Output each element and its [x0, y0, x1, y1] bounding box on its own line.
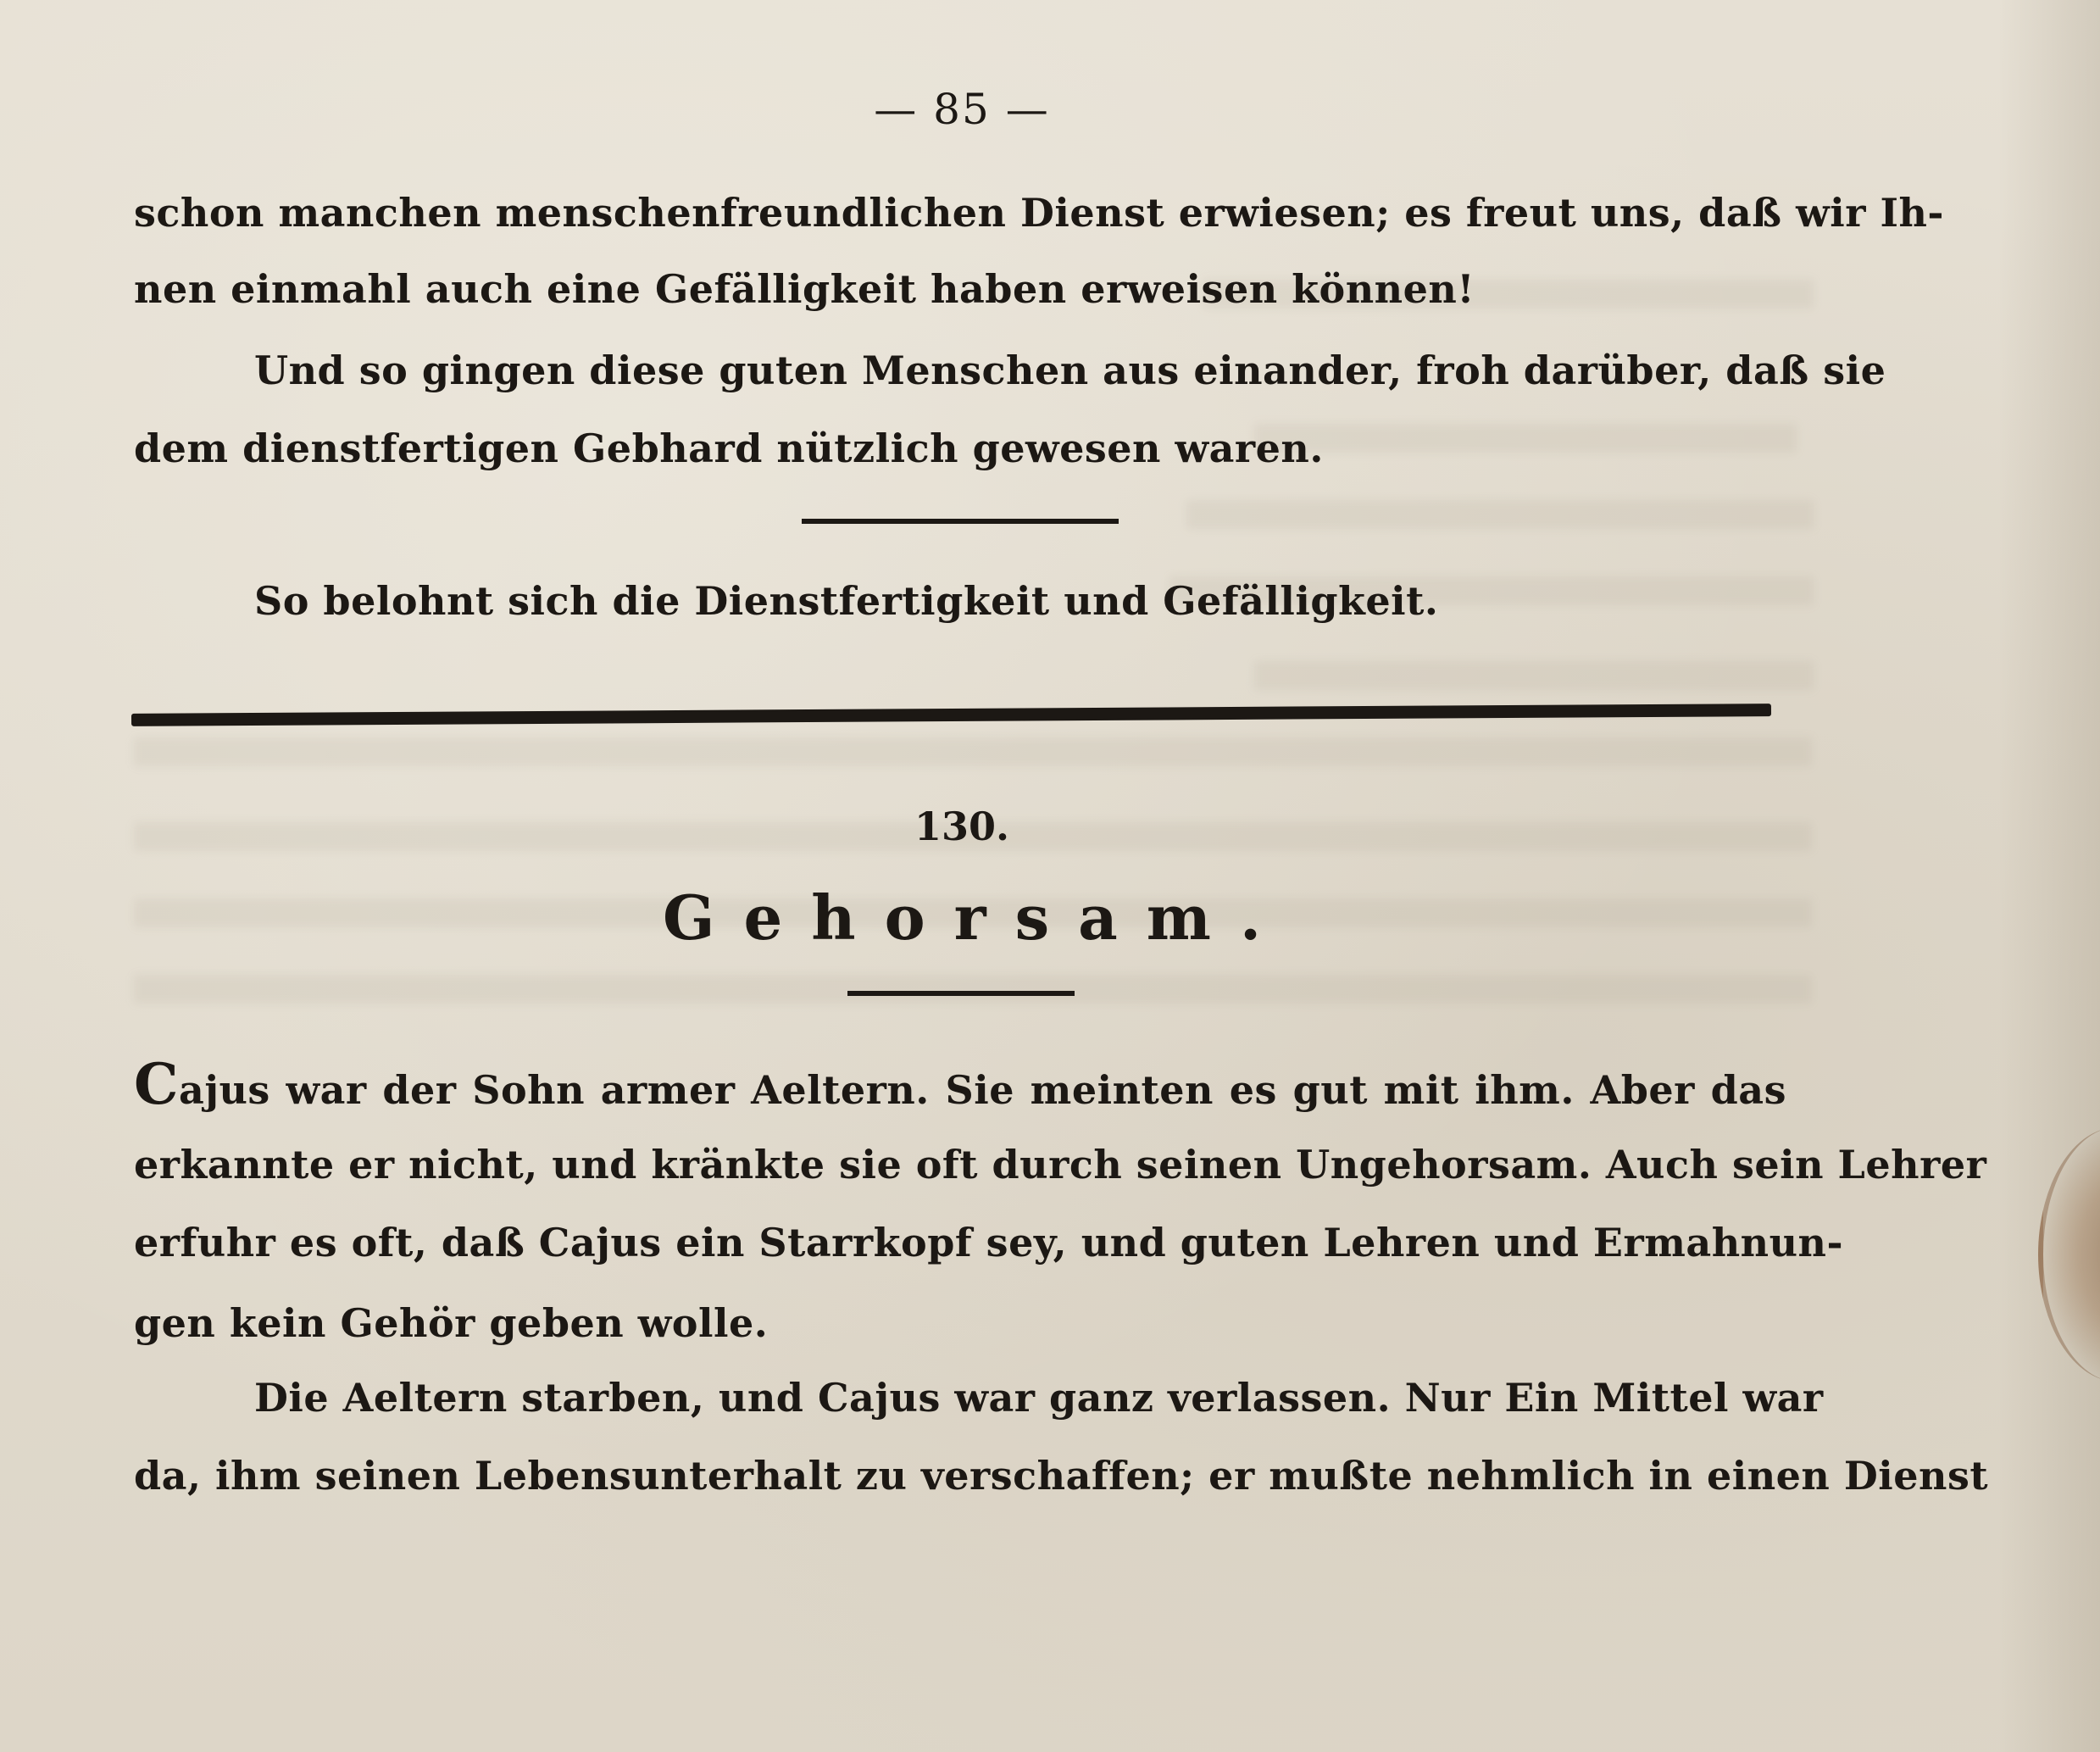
title-underline — [847, 991, 1075, 996]
drop-cap: C — [134, 1051, 180, 1117]
text-line: erfuhr es oft, daß Cajus ein Starrkopf sey, und guten Lehren und Ermahnun- — [134, 1220, 1844, 1265]
section-number: 130. — [914, 804, 1010, 849]
page-edge-shadow — [1998, 0, 2100, 1752]
first-line-text: ajus war der Sohn armer Aeltern. Sie meinten es gut mit ihm. Aber das — [179, 1067, 1786, 1113]
text-line: schon manchen menschenfreundlichen Dienst erwiesen; es freut uns, daß wir Ih- — [134, 190, 1944, 236]
bleed-through-text — [134, 975, 1812, 1004]
text-line: Und so gingen diese guten Menschen aus einander, froh darüber, daß sie — [254, 348, 1886, 393]
section-separator — [131, 704, 1771, 726]
bleed-through-text — [134, 737, 1812, 766]
text-line — [134, 1051, 1786, 1117]
text-line: erkannte er nicht, und kränkte sie oft durch seinen Ungehorsam. Auch sein Lehrer — [134, 1142, 1987, 1187]
short-divider — [802, 519, 1119, 524]
moral-line: So belohnt sich die Dienstfertigkeit und Gefälligkeit. — [254, 578, 1439, 624]
bleed-through-text — [1254, 661, 1814, 690]
text-line: dem dienstfertigen Gebhard nützlich gewesen waren. — [134, 425, 1324, 471]
text-line: gen kein Gehör geben wolle. — [134, 1300, 769, 1346]
page-number: — 85 — — [874, 85, 1050, 134]
text-line: da, ihm seinen Lebensunterhalt zu verschaffen; er mußte nehmlich in einen Dienst — [134, 1453, 1989, 1499]
section-title: Gehorsam. — [662, 882, 1291, 954]
text-line: nen einmahl auch eine Gefälligkeit haben erweisen können! — [134, 266, 1475, 312]
bleed-through-text — [1186, 500, 1814, 529]
text-line: Die Aeltern starben, und Cajus war ganz verlassen. Nur Ein Mittel war — [254, 1375, 1824, 1421]
